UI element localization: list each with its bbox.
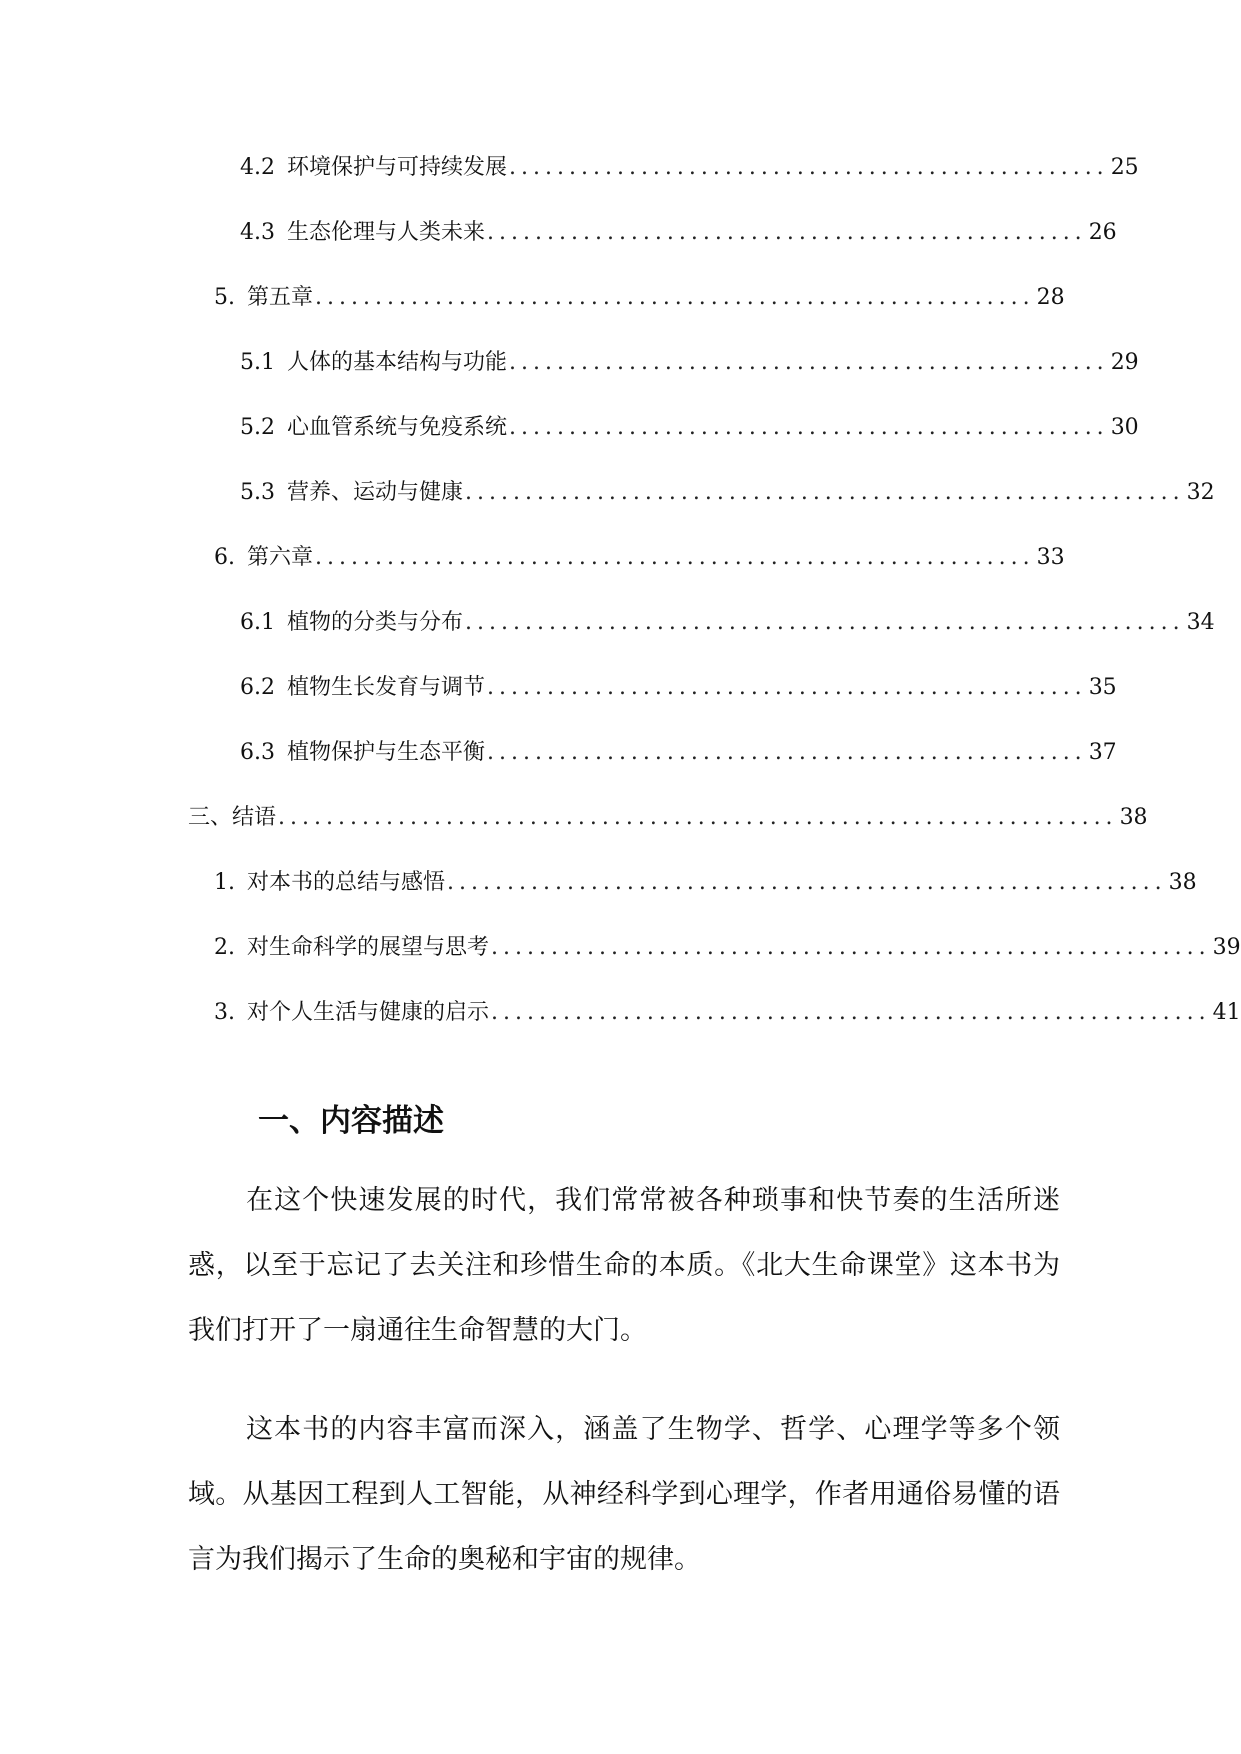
- toc-leader-dots: ............................................................: [315, 285, 1035, 310]
- toc-entry-title: 对生命科学的展望与思考: [247, 935, 490, 960]
- toc-entry-page: 38: [1119, 805, 1148, 830]
- toc-entry[interactable]: [214, 278, 1065, 318]
- toc-entry[interactable]: [240, 343, 1139, 383]
- toc-entry[interactable]: [240, 733, 1117, 773]
- toc-entry-title: 心血管系统与免疫系统: [287, 415, 508, 440]
- toc-entry[interactable]: [240, 408, 1139, 448]
- toc-leader-dots: ............................................................: [315, 545, 1035, 570]
- toc-entry-number: 4.3: [240, 220, 275, 245]
- toc-leader-dots: ............................................................: [465, 610, 1185, 635]
- toc-entry-title: 第六章: [247, 545, 314, 570]
- toc-entry-number: 三、: [188, 805, 233, 830]
- toc-entry-number: 1.: [214, 870, 235, 895]
- toc-entry-number: 5.2: [240, 415, 275, 440]
- toc-leader-dots: ..................................................: [487, 740, 1087, 765]
- toc-entry-page: 39: [1212, 935, 1241, 960]
- toc-entry-page: 38: [1168, 870, 1197, 895]
- toc-entry[interactable]: [240, 668, 1117, 708]
- toc-leader-dots: ............................................................: [465, 480, 1185, 505]
- toc-entry-number: 6.2: [240, 675, 275, 700]
- toc-entry[interactable]: [240, 148, 1139, 188]
- toc-entry[interactable]: [240, 473, 1215, 513]
- toc-entry-title: 对个人生活与健康的启示: [247, 1000, 490, 1025]
- toc-entry-page: 35: [1088, 675, 1117, 700]
- toc-entry[interactable]: [240, 213, 1117, 253]
- toc-entry[interactable]: [188, 798, 1148, 838]
- toc-entry-page: 37: [1088, 740, 1117, 765]
- toc-entry-page: 34: [1186, 610, 1215, 635]
- toc-entry[interactable]: [214, 928, 1241, 968]
- toc-entry-page: 29: [1110, 350, 1139, 375]
- toc-entry-title: 对本书的总结与感悟: [247, 870, 446, 895]
- toc-entry-page: 33: [1036, 545, 1065, 570]
- toc-entry-number: 6.1: [240, 610, 275, 635]
- toc-entry-title: 营养、运动与健康: [287, 480, 464, 505]
- toc-entry-page: 41: [1212, 1000, 1241, 1025]
- toc-leader-dots: ............................................................: [491, 1000, 1211, 1025]
- toc-leader-dots: ..................................................: [509, 155, 1109, 180]
- body-paragraph: 在这个快速发展的时代，我们常常被各种琐事和快节奏的生活所迷惑，以至于忘记了去关注和珍惜生命的本质。《北大生命课堂》这本书为我们打开了一扇通往生命智慧的大门。: [188, 1185, 1060, 1346]
- toc-entry-number: 5.1: [240, 350, 275, 375]
- toc-entry-page: 30: [1110, 415, 1139, 440]
- toc-entry-number: 5.3: [240, 480, 275, 505]
- toc-entry-number: 3.: [214, 1000, 235, 1025]
- toc-leader-dots: ..................................................: [509, 415, 1109, 440]
- toc-entry[interactable]: [214, 863, 1197, 903]
- toc-entry-title: 环境保护与可持续发展: [287, 155, 508, 180]
- toc-entry-title: 植物保护与生态平衡: [287, 740, 486, 765]
- body-paragraph: 这本书的内容丰富而深入，涵盖了生物学、哲学、心理学等多个领域。从基因工程到人工智能，从神经科学到心理学，作者用通俗易懂的语言为我们揭示了生命的奥秘和宇宙的规律。: [188, 1414, 1060, 1575]
- toc-entry-number: 4.2: [240, 155, 275, 180]
- toc-leader-dots: ......................................................................: [278, 805, 1118, 830]
- toc-leader-dots: ............................................................: [491, 935, 1211, 960]
- toc-entry-number: 6.3: [240, 740, 275, 765]
- toc-entry-page: 28: [1036, 285, 1065, 310]
- toc-entry-title: 植物的分类与分布: [287, 610, 464, 635]
- toc-entry-title: 结语: [232, 805, 277, 830]
- toc-leader-dots: ............................................................: [447, 870, 1167, 895]
- toc-entry-page: 32: [1186, 480, 1215, 505]
- toc-entry-number: 2.: [214, 935, 235, 960]
- toc-entry[interactable]: [240, 603, 1215, 643]
- toc-leader-dots: ..................................................: [487, 675, 1087, 700]
- toc-entry[interactable]: [214, 538, 1065, 578]
- toc-entry-page: 25: [1110, 155, 1139, 180]
- section-heading: 一、内容描述: [258, 1103, 444, 1139]
- toc-entry-title: 第五章: [247, 285, 314, 310]
- toc-entry-number: 6.: [214, 545, 235, 570]
- toc-entry-title: 生态伦理与人类未来: [287, 220, 486, 245]
- toc-leader-dots: ..................................................: [509, 350, 1109, 375]
- toc-entry-title: 人体的基本结构与功能: [287, 350, 508, 375]
- toc-entry-page: 26: [1088, 220, 1117, 245]
- toc-entry[interactable]: [214, 993, 1241, 1033]
- toc-entry-title: 植物生长发育与调节: [287, 675, 486, 700]
- toc-entry-number: 5.: [214, 285, 235, 310]
- toc-leader-dots: ..................................................: [487, 220, 1087, 245]
